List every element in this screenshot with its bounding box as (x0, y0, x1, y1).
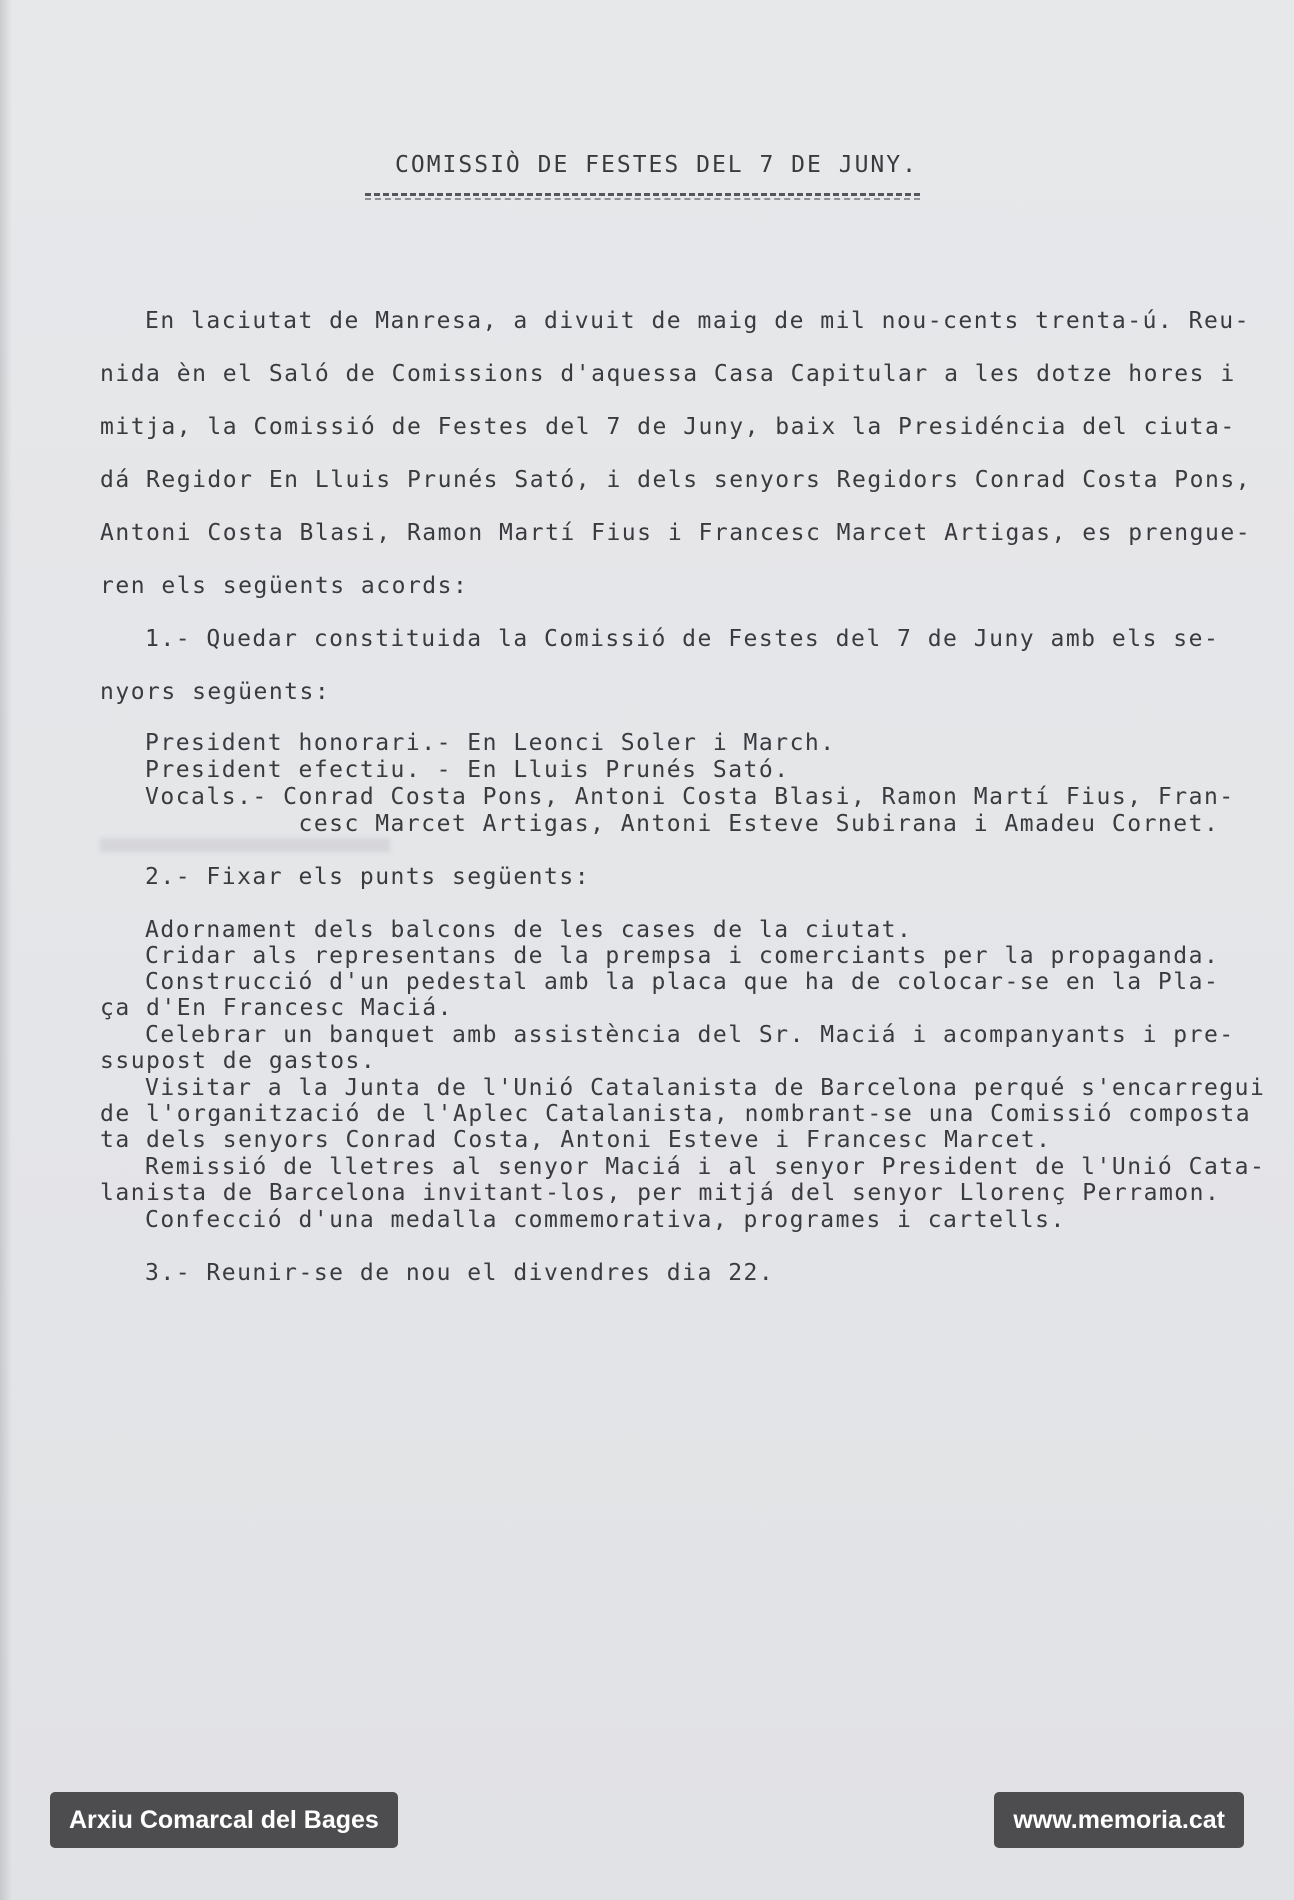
intro-line-1: En laciutat de Manresa, a divuit de maig de mil nou-cents trenta-ú. Reu- (145, 308, 1250, 334)
member-line-3: Vocals.- Conrad Costa Pons, Antoni Costa Blasi, Ramon Martí Fius, Fran- (145, 784, 1235, 810)
point-line-10: Remissió de lletres al senyor Maciá i al senyor President de l'Unió Cata- (145, 1154, 1266, 1180)
member-line-1: President honorari.- En Leonci Soler i March. (145, 730, 836, 756)
point-line-4: ça d'En Francesc Maciá. (100, 995, 453, 1021)
title-underline-secondary (365, 198, 920, 200)
point-line-2: Cridar als representans de la prempsa i comerciants per la propaganda. (145, 943, 1220, 969)
ghost-bleed-through (100, 838, 390, 852)
item-3-line: 3.- Reunir-se de nou el divendres dia 22. (145, 1260, 775, 1286)
point-line-1: Adornament dels balcons de les cases de la ciutat. (145, 917, 913, 943)
point-line-12: Confecció d'una medalla commemorativa, programes i cartells. (145, 1207, 1066, 1233)
point-line-5: Celebrar un banquet amb assistència del Sr. Maciá i acompanyants i pre- (145, 1022, 1235, 1048)
member-line-4: cesc Marcet Artigas, Antoni Esteve Subirana i Amadeu Cornet. (145, 811, 1220, 837)
point-line-6: ssupost de gastos. (100, 1048, 377, 1074)
point-line-9: ta dels senyors Conrad Costa, Antoni Esteve i Francesc Marcet. (100, 1127, 1052, 1153)
point-line-8: de l'organització de l'Aplec Catalanista, nombrant-se una Comissió composta (100, 1101, 1252, 1127)
archive-badge: Arxiu Comarcal del Bages (50, 1792, 398, 1848)
point-line-3: Construcció d'un pedestal amb la placa que ha de colocar-se en la Pla- (145, 969, 1220, 995)
intro-line-5: Antoni Costa Blasi, Ramon Martí Fius i Francesc Marcet Artigas, es prengue- (100, 520, 1252, 546)
intro-line-6: ren els següents acords: (100, 573, 469, 599)
intro-line-4: dá Regidor En Lluis Prunés Sató, i dels senyors Regidors Conrad Costa Pons, (100, 467, 1252, 493)
member-line-2: President efectiu. - En Lluis Prunés Sató. (145, 757, 790, 783)
item-1-line-2: nyors següents: (100, 679, 331, 705)
point-line-7: Visitar a la Junta de l'Unió Catalanista de Barcelona perqué s'encarregui (145, 1075, 1266, 1101)
intro-line-3: mitja, la Comissió de Festes del 7 de Juny, baix la Presidéncia del ciuta- (100, 414, 1236, 440)
item-2-line: 2.- Fixar els punts següents: (145, 864, 591, 890)
point-line-11: lanista de Barcelona invitant-los, per mitjá del senyor Llorenç Perramon. (100, 1180, 1221, 1206)
website-badge[interactable]: www.memoria.cat (994, 1792, 1244, 1848)
item-1-line-1: 1.- Quedar constituida la Comissió de Festes del 7 de Juny amb els se- (145, 626, 1220, 652)
intro-line-2: nida èn el Saló de Comissions d'aquessa Casa Capitular a les dotze hores i (100, 361, 1236, 387)
title-underline (365, 193, 920, 196)
document-title: COMISSIÒ DE FESTES DEL 7 DE JUNY. (395, 152, 918, 178)
